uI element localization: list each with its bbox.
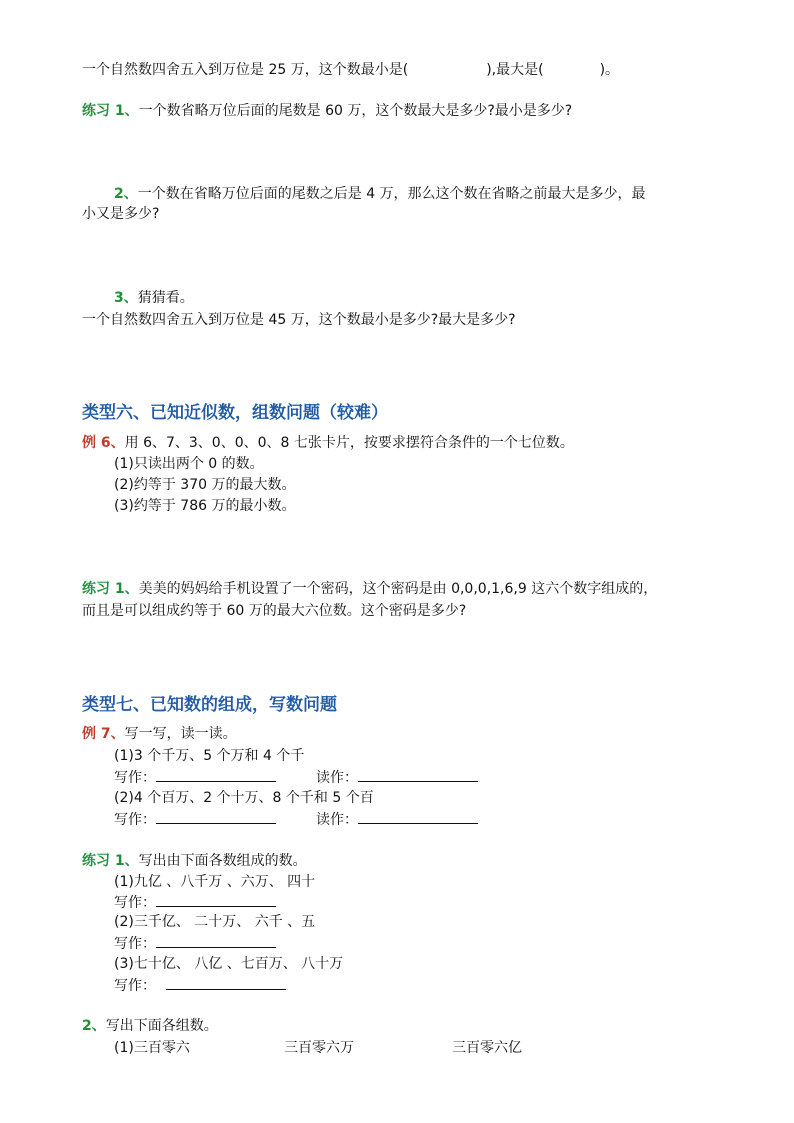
type7-exercise-1: 练习 1、写出由下面各数组成的数。 bbox=[82, 853, 307, 869]
write-answer-line[interactable] bbox=[156, 767, 276, 782]
type7-exercise-1-item-2-write: 写作： bbox=[114, 933, 276, 954]
example-7-q1-answers: 写作： 读作： bbox=[114, 767, 478, 788]
type7-exercise-1-item-1-write: 写作： bbox=[114, 892, 276, 913]
type7-exercise-2-group-1: (1)三百零六 bbox=[114, 1040, 190, 1056]
write-answer-line[interactable] bbox=[166, 975, 286, 990]
type7-exercise-1-item-2: (2)三千亿、 二十万、 六千 、五 bbox=[114, 914, 316, 930]
exercise-2-cont: 小又是多少? bbox=[82, 206, 160, 222]
write-answer-line[interactable] bbox=[156, 809, 276, 824]
type7-exercise-2-group-3: 三百零六亿 bbox=[452, 1040, 522, 1056]
exercise-1: 练习 1、一个数省略万位后面的尾数是 60 万，这个数最大是多少?最小是多少? bbox=[82, 103, 573, 119]
type7-exercise-1-item-3-write: 写作： bbox=[114, 975, 286, 996]
write-answer-line[interactable] bbox=[156, 892, 276, 907]
read-answer-line[interactable] bbox=[358, 767, 478, 782]
type7-exercise-1-item-1: (1)九亿 、八千万 、六万、 四十 bbox=[114, 874, 316, 890]
example-6-item-3: (3)约等于 786 万的最小数。 bbox=[114, 498, 296, 514]
type7-exercise-2: 2、写出下面各组数。 bbox=[82, 1018, 218, 1034]
exercise-3: 3、猜猜看。 bbox=[114, 290, 194, 306]
example-6-item-1: (1)只读出两个 0 的数。 bbox=[114, 456, 264, 472]
type6-exercise-1: 练习 1、美美的妈妈给手机设置了一个密码，这个密码是由 0,0,0,1,6,9 这六个数字组成的， bbox=[82, 581, 658, 597]
type6-exercise-1-cont: 而且是可以组成约等于 60 万的最大六位数。这个密码是多少? bbox=[82, 603, 467, 619]
example-7-q1: (1)3 个千万、5 个万和 4 个千 bbox=[114, 748, 305, 764]
exercise-3-cont: 一个自然数四舍五入到万位是 45 万，这个数最小是多少?最大是多少? bbox=[82, 312, 516, 328]
example-7-q2: (2)4 个百万、2 个十万、8 个千和 5 个百 bbox=[114, 790, 374, 806]
example-6: 例 6、用 6、7、3、0、0、0、8 七张卡片，按要求摆符合条件的一个七位数。 bbox=[82, 435, 574, 451]
heading-type6: 类型六、已知近似数，组数问题（较难） bbox=[82, 403, 388, 423]
type7-exercise-1-item-3: (3)七十亿、 八亿 、七百万、 八十万 bbox=[114, 956, 344, 972]
exercise-2: 2、一个数在省略万位后面的尾数之后是 4 万，那么这个数在省略之前最大是多少，最 bbox=[114, 186, 646, 202]
example-7-q2-answers: 写作： 读作： bbox=[114, 809, 478, 830]
write-answer-line[interactable] bbox=[156, 933, 276, 948]
example-6-item-2: (2)约等于 370 万的最大数。 bbox=[114, 477, 296, 493]
type7-exercise-2-group-2: 三百零六万 bbox=[284, 1040, 354, 1056]
line-question-25wan: 一个自然数四舍五入到万位是 25 万，这个数最小是( ),最大是( )。 bbox=[82, 62, 620, 78]
example-7: 例 7、写一写，读一读。 bbox=[82, 726, 237, 742]
heading-type7: 类型七、已知数的组成，写数问题 bbox=[82, 695, 337, 715]
read-answer-line[interactable] bbox=[358, 809, 478, 824]
